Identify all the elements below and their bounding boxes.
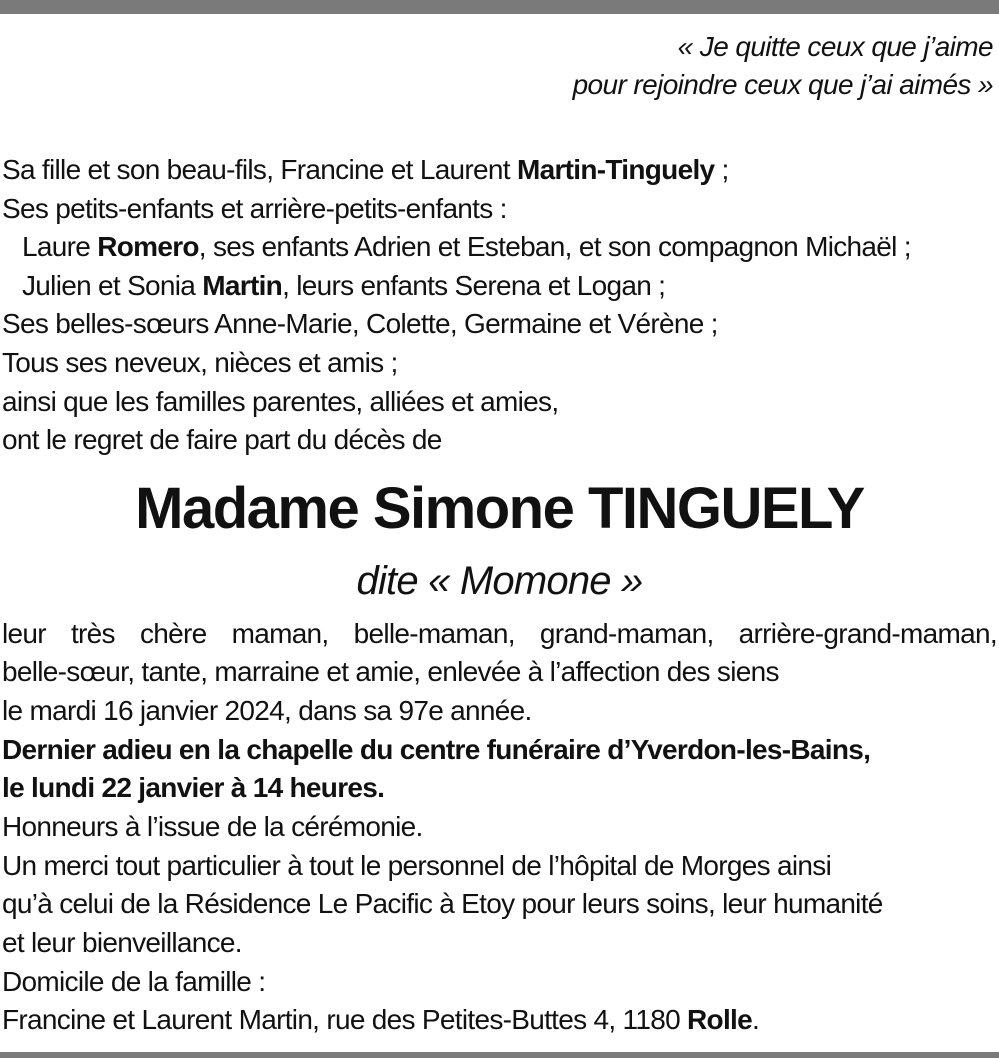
details-line-thanks-2: qu’à celui de la Résidence Le Pacific à Etoy pour leurs soins, leur humanité [2,888,883,919]
details-line-domicile-label: Domicile de la famille : [2,966,266,997]
details-line-relations-2: belle-sœur, tante, marraine et amie, enlevée à l’affection des siens [2,656,779,687]
details-line-relations: leur très chère maman, belle-maman, grand-maman, arrière-grand-maman, [2,618,997,649]
details-line-ceremony-time: le lundi 22 janvier à 14 heures. [2,772,385,803]
surname: Romero [97,231,199,262]
family-line-nephews: Tous ses neveux, nièces et amis ; [2,347,398,378]
details-line-honours: Honneurs à l’issue de la cérémonie. [2,811,423,842]
family-line-julien: Julien et Sonia Martin, leurs enfants Serena et Logan ; [22,270,666,301]
bottom-rule [0,1052,999,1058]
details-line-ceremony-place: Dernier adieu en la chapelle du centre funéraire d’Yverdon-les-Bains, [2,734,871,765]
deceased-nickname: dite « Momone » [356,559,643,603]
surname: Martin-Tinguely [516,154,715,185]
epigraph-line-1: « Je quitte ceux que j’aime [677,31,993,62]
details-line-date: le mardi 16 janvier 2024, dans sa 97e année. [2,695,532,726]
family-line-laure: Laure Romero, ses enfants Adrien et Esteban, et son compagnon Michaël ; [22,231,911,262]
top-rule [0,0,999,14]
deceased-name: Madame Simone TINGUELY [135,476,864,541]
city: Rolle [687,1004,752,1035]
epigraph [573,28,993,104]
epigraph-line-2: pour rejoindre ceux que j’ai aimés » [572,69,993,100]
family-line-families: ainsi que les familles parentes, alliées et amies, [2,386,559,417]
details-line-address: Francine et Laurent Martin, rue des Petites-Buttes 4, 1180 Rolle. [2,1004,760,1035]
details-line-thanks-3: et leur bienveillance. [2,927,242,958]
family-line-grandchildren: Ses petits-enfants et arrière-petits-enfants : [2,193,507,224]
family-line-announcement: ont le regret de faire part du décès de [2,424,442,455]
details-line-thanks-1: Un merci tout particulier à tout le personnel de l’hôpital de Morges ainsi [2,850,832,881]
family-line-sisters-in-law: Ses belles-sœurs Anne-Marie, Colette, Germaine et Vérène ; [2,308,718,339]
surname: Martin [202,270,283,301]
family-line-daughter: Sa fille et son beau-fils, Francine et Laurent Martin-Tinguely ; [2,154,729,185]
